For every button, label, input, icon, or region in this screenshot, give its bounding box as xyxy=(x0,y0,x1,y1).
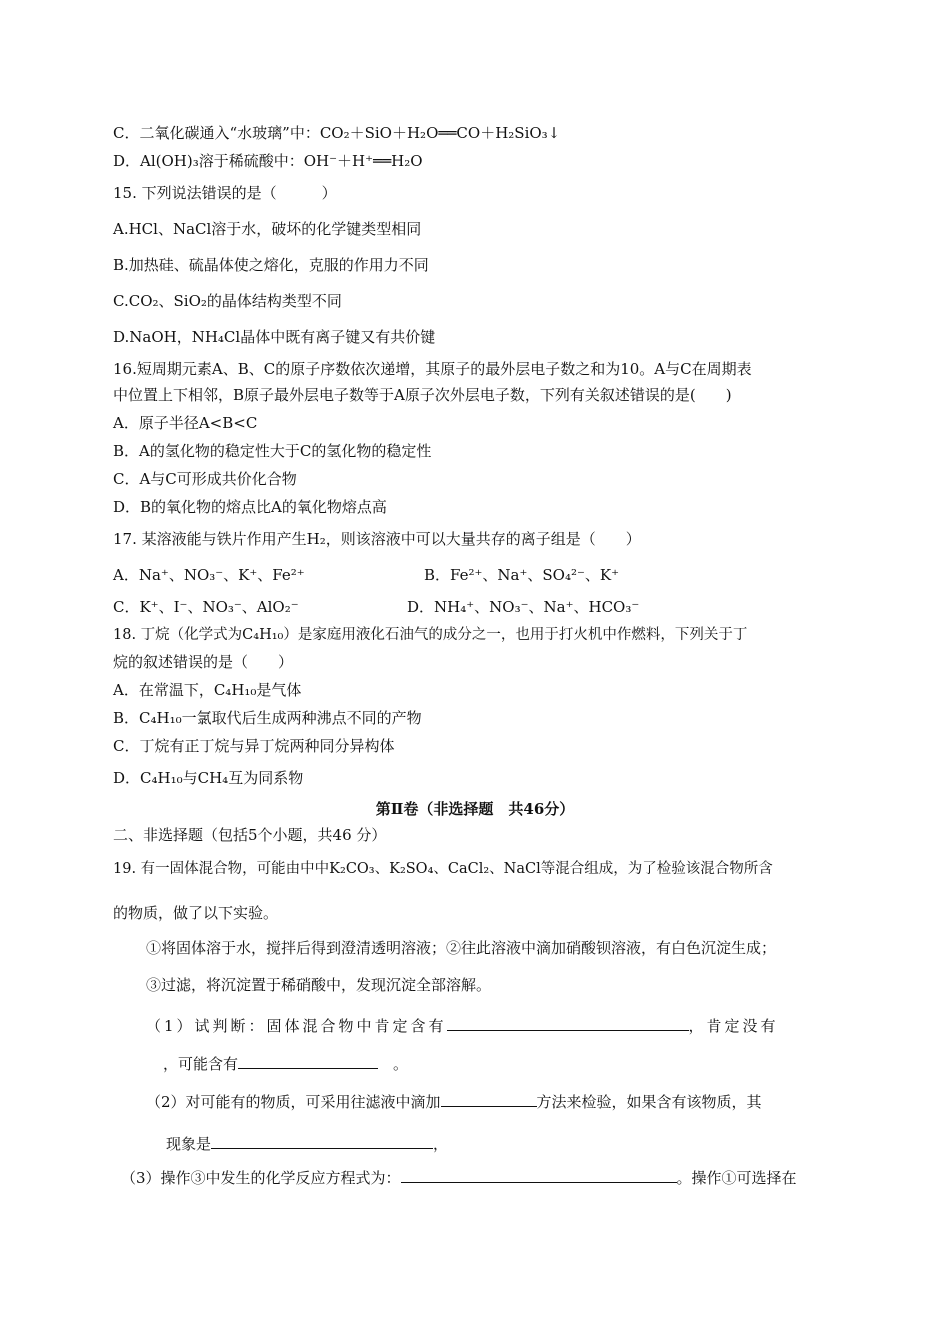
q16-option-b: B．A的氢化物的稳定性大于C的氢化物的稳定性 xyxy=(113,442,432,460)
q14-option-c: C．二氧化碳通入“水玻璃”中：CO₂＋SiO＋H₂O══CO＋H₂SiO₃↓ xyxy=(113,124,561,142)
q19-stem-line2: 的物质，做了以下实验。 xyxy=(113,904,279,922)
q17-option-c: C．K⁺、I⁻、NO₃⁻、AlO₂⁻ xyxy=(113,598,299,616)
q19-part2-line2 xyxy=(166,1132,448,1154)
q17-stem: 17. 某溶液能与铁片作用产生H₂，则该溶液中可以大量共存的离子组是（ ） xyxy=(113,530,641,548)
section-title: 第Ⅱ卷（非选择题 共46分） xyxy=(375,800,575,818)
q17-option-b: B．Fe²⁺、Na⁺、SO₄²⁻、K⁺ xyxy=(424,566,620,584)
q16-stem-line1: 16.短周期元素A、B、C的原子序数依次递增，其原子的最外层电子数之和为10。A与C在周期表 xyxy=(113,360,752,378)
answer-blank-phenomenon[interactable] xyxy=(211,1132,433,1149)
q19-part1-prompt: （1）试判断：固体混合物中肯定含有 xyxy=(146,1017,447,1035)
q18-stem-line1: 18. 丁烷（化学式为C₄H₁₀）是家庭用液化石油气的成分之一，也用于打火机中作燃料，下列关于丁 xyxy=(113,627,748,643)
q16-stem-line2: 中位置上下相邻，B原子最外层电子数等于A原子次外层电子数，下列有关叙述错误的是( ) xyxy=(113,386,732,404)
q19-steps-line2: ③过滤，将沉淀置于稀硝酸中，发现沉淀全部溶解。 xyxy=(146,976,492,994)
q19-part1-line1 xyxy=(146,1014,779,1036)
q19-part3-line1 xyxy=(121,1166,797,1188)
answer-blank-reagent[interactable] xyxy=(441,1090,537,1107)
q18-option-d: D．C₄H₁₀与CH₄互为同系物 xyxy=(113,769,304,787)
q18-option-b: B．C₄H₁₀一氯取代后生成两种沸点不同的产物 xyxy=(113,709,422,727)
q19-part2-prompt-2: 方法来检验，如果含有该物质，其 xyxy=(536,1093,762,1111)
q15-option-d: D.NaOH，NH₄Cl晶体中既有离子键又有共价键 xyxy=(113,328,436,346)
q19-part1-end: 。 xyxy=(393,1055,409,1073)
q15-option-a: A.HCl、NaCl溶于水，破坏的化学键类型相同 xyxy=(113,220,422,238)
q19-part1-prompt-2: ，肯定没有 xyxy=(688,1017,779,1035)
answer-blank-equation[interactable] xyxy=(401,1166,677,1183)
q19-stem-line1: 19. 有一固体混合物，可能由中中K₂CO₃、K₂SO₄、CaCl₂、NaCl等混合组成，为了检验该混合物所含 xyxy=(113,861,773,877)
q19-part2-prompt-3: 现象是 xyxy=(166,1135,212,1153)
q19-steps-line1: ①将固体溶于水，搅拌后得到澄清透明溶液；②往此溶液中滴加硝酸钡溶液，有白色沉淀生成； xyxy=(146,939,777,957)
q16-option-a: A．原子半径A<B<C xyxy=(113,414,258,432)
q16-option-d: D．B的氧化物的熔点比A的氧化物熔点高 xyxy=(113,498,387,516)
q19-part2-line1 xyxy=(146,1090,762,1112)
q16-option-c: C．A与C可形成共价化合物 xyxy=(113,470,297,488)
q18-stem-line2: 烷的叙述错误的是（ ） xyxy=(113,653,294,671)
q15-option-c: C.CO₂、SiO₂的晶体结构类型不同 xyxy=(113,292,342,310)
q17-option-a: A．Na⁺、NO₃⁻、K⁺、Fe²⁺ xyxy=(113,566,305,584)
q19-part3-prompt: （3）操作③中发生的化学反应方程式为： xyxy=(121,1169,401,1187)
q18-option-c: C．丁烷有正丁烷与异丁烷两种同分异构体 xyxy=(113,737,395,755)
q19-part2-end: ， xyxy=(433,1135,449,1153)
q19-part1-prompt-3: ，可能含有 xyxy=(163,1055,239,1073)
answer-blank-possibly-contains[interactable] xyxy=(238,1052,378,1069)
q19-part2-prompt: （2）对可能有的物质，可采用往滤液中滴加 xyxy=(146,1093,441,1111)
answer-blank-definitely-contains[interactable] xyxy=(447,1014,689,1031)
q17-option-d: D．NH₄⁺、NO₃⁻、Na⁺、HCO₃⁻ xyxy=(407,598,640,616)
q15-stem: 15. 下列说法错误的是（ ） xyxy=(113,184,337,202)
q19-part3-prompt-2: 。操作①可选择在 xyxy=(676,1169,797,1187)
q15-option-b: B.加热硅、硫晶体使之熔化，克服的作用力不同 xyxy=(113,256,429,274)
section-subtitle: 二、非选择题（包括5个小题，共46 分） xyxy=(113,826,387,844)
q14-option-d: D．Al(OH)₃溶于稀硫酸中：OH⁻＋H⁺══H₂O xyxy=(113,152,423,170)
q19-part1-line2 xyxy=(163,1052,408,1074)
q18-option-a: A．在常温下，C₄H₁₀是气体 xyxy=(113,681,302,699)
